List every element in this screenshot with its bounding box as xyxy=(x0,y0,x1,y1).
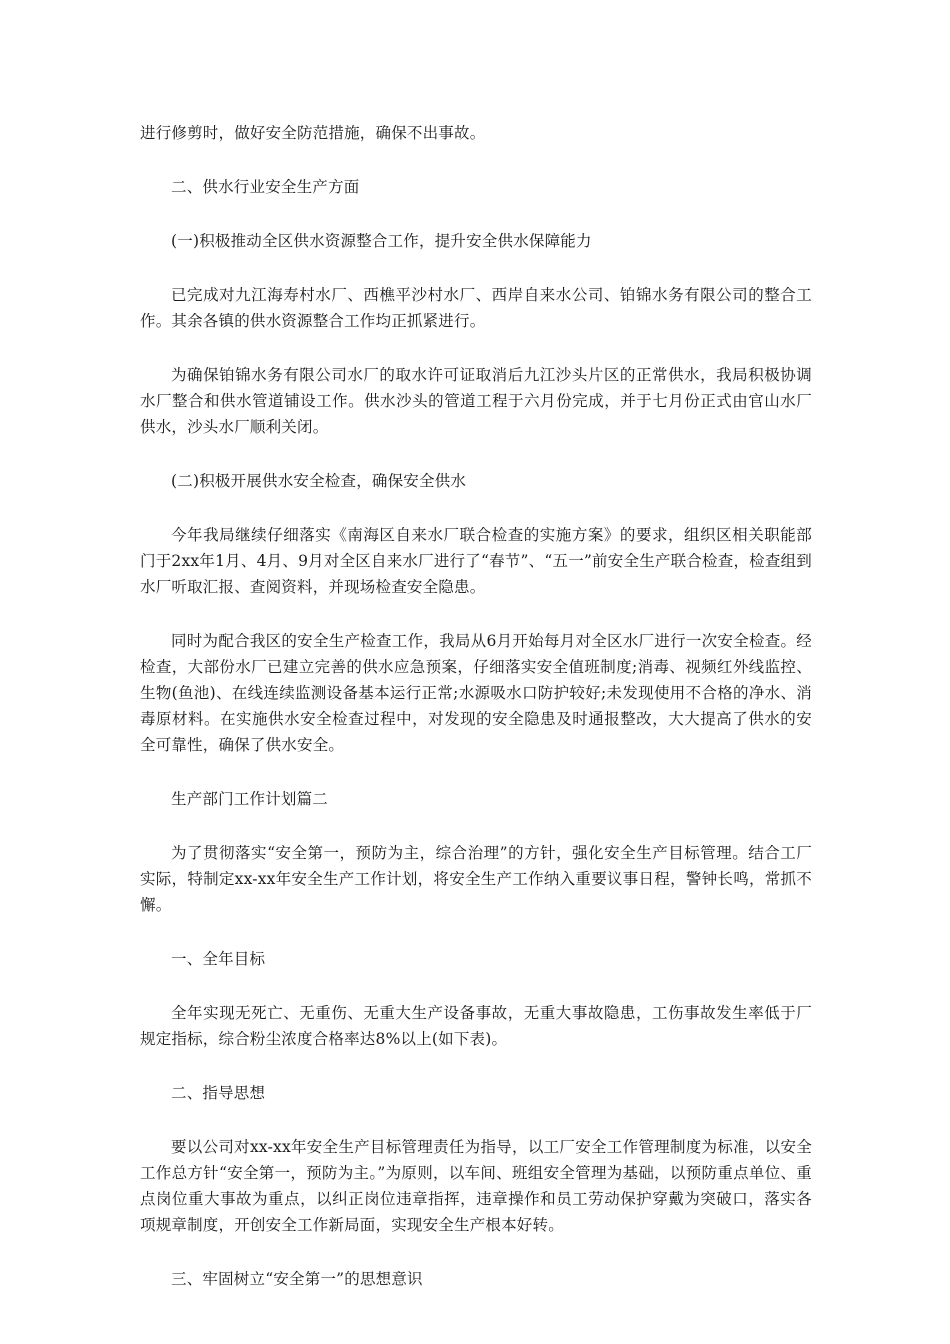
paragraph: 为了贯彻落实“安全第一，预防为主，综合治理”的方针，强化安全生产目标管理。结合工厂实际，特制定xx-xx年安全生产工作计划，将安全生产工作纳入重要议事日程，警钟长鸣，常抓不懈。 xyxy=(140,844,812,914)
paragraph: 为确保铂锦水务有限公司水厂的取水许可证取消后九江沙头片区的正常供水，我局积极协调水厂整合和供水管道铺设工作。供水沙头的管道工程于六月份完成，并于七月份正式由官山水厂供水，沙头水厂顺利关闭。 xyxy=(140,366,812,436)
section-heading: 三、牢固树立“安全第一”的思想意识 xyxy=(171,1270,423,1288)
section-heading: 一、全年目标 xyxy=(171,950,266,968)
paragraph: 全年实现无死亡、无重伤、无重大生产设备事故，无重大事故隐患，工伤事故发生率低于厂规定指标，综合粉尘浓度合格率达8%以上(如下表)。 xyxy=(140,1004,812,1048)
section-heading: 二、供水行业安全生产方面 xyxy=(171,178,360,196)
subsection-heading: (一)积极推动全区供水资源整合工作，提升安全供水保障能力 xyxy=(171,232,592,250)
chapter-heading: 生产部门工作计划篇二 xyxy=(171,790,329,808)
paragraph: 同时为配合我区的安全生产检查工作，我局从6月开始每月对全区水厂进行一次安全检查。经检查，大部份水厂已建立完善的供水应急预案，仔细落实安全值班制度;消毒、视频红外线监控、生物(鱼池)、在线连续监测设备基本运行正常;水源吸水口防护较好;未发现使用不合格的净水、消毒原材料。在实施供水安全检查过程中，对发现的安全隐患及时通报整改，大大提高了供水的安全可靠性，确保了供水安全。 xyxy=(140,632,812,754)
section-heading: 二、指导思想 xyxy=(171,1084,266,1102)
paragraph: 已完成对九江海寿村水厂、西樵平沙村水厂、西岸自来水公司、铂锦水务有限公司的整合工作。其余各镇的供水资源整合工作均正抓紧进行。 xyxy=(140,286,812,330)
document-body xyxy=(140,120,812,1320)
paragraph: 进行修剪时，做好安全防范措施，确保不出事故。 xyxy=(140,124,486,142)
paragraph: 要以公司对xx-xx年安全生产目标管理责任为指导，以工厂安全工作管理制度为标准，以安全工作总方针“安全第一，预防为主。”为原则，以车间、班组安全管理为基础，以预防重点单位、重点岗位重大事故为重点，以纠正岗位违章指挥，违章操作和员工劳动保护穿戴为突破口，落实各项规章制度，开创安全工作新局面，实现安全生产根本好转。 xyxy=(140,1138,812,1234)
subsection-heading: (二)积极开展供水安全检查，确保安全供水 xyxy=(171,472,467,490)
paragraph: 今年我局继续仔细落实《南海区自来水厂联合检查的实施方案》的要求，组织区相关职能部门于2xx年1月、4月、9月对全区自来水厂进行了“春节”、“五一”前安全生产联合检查，检查组到水厂听取汇报、查阅资料，并现场检查安全隐患。 xyxy=(140,526,812,596)
